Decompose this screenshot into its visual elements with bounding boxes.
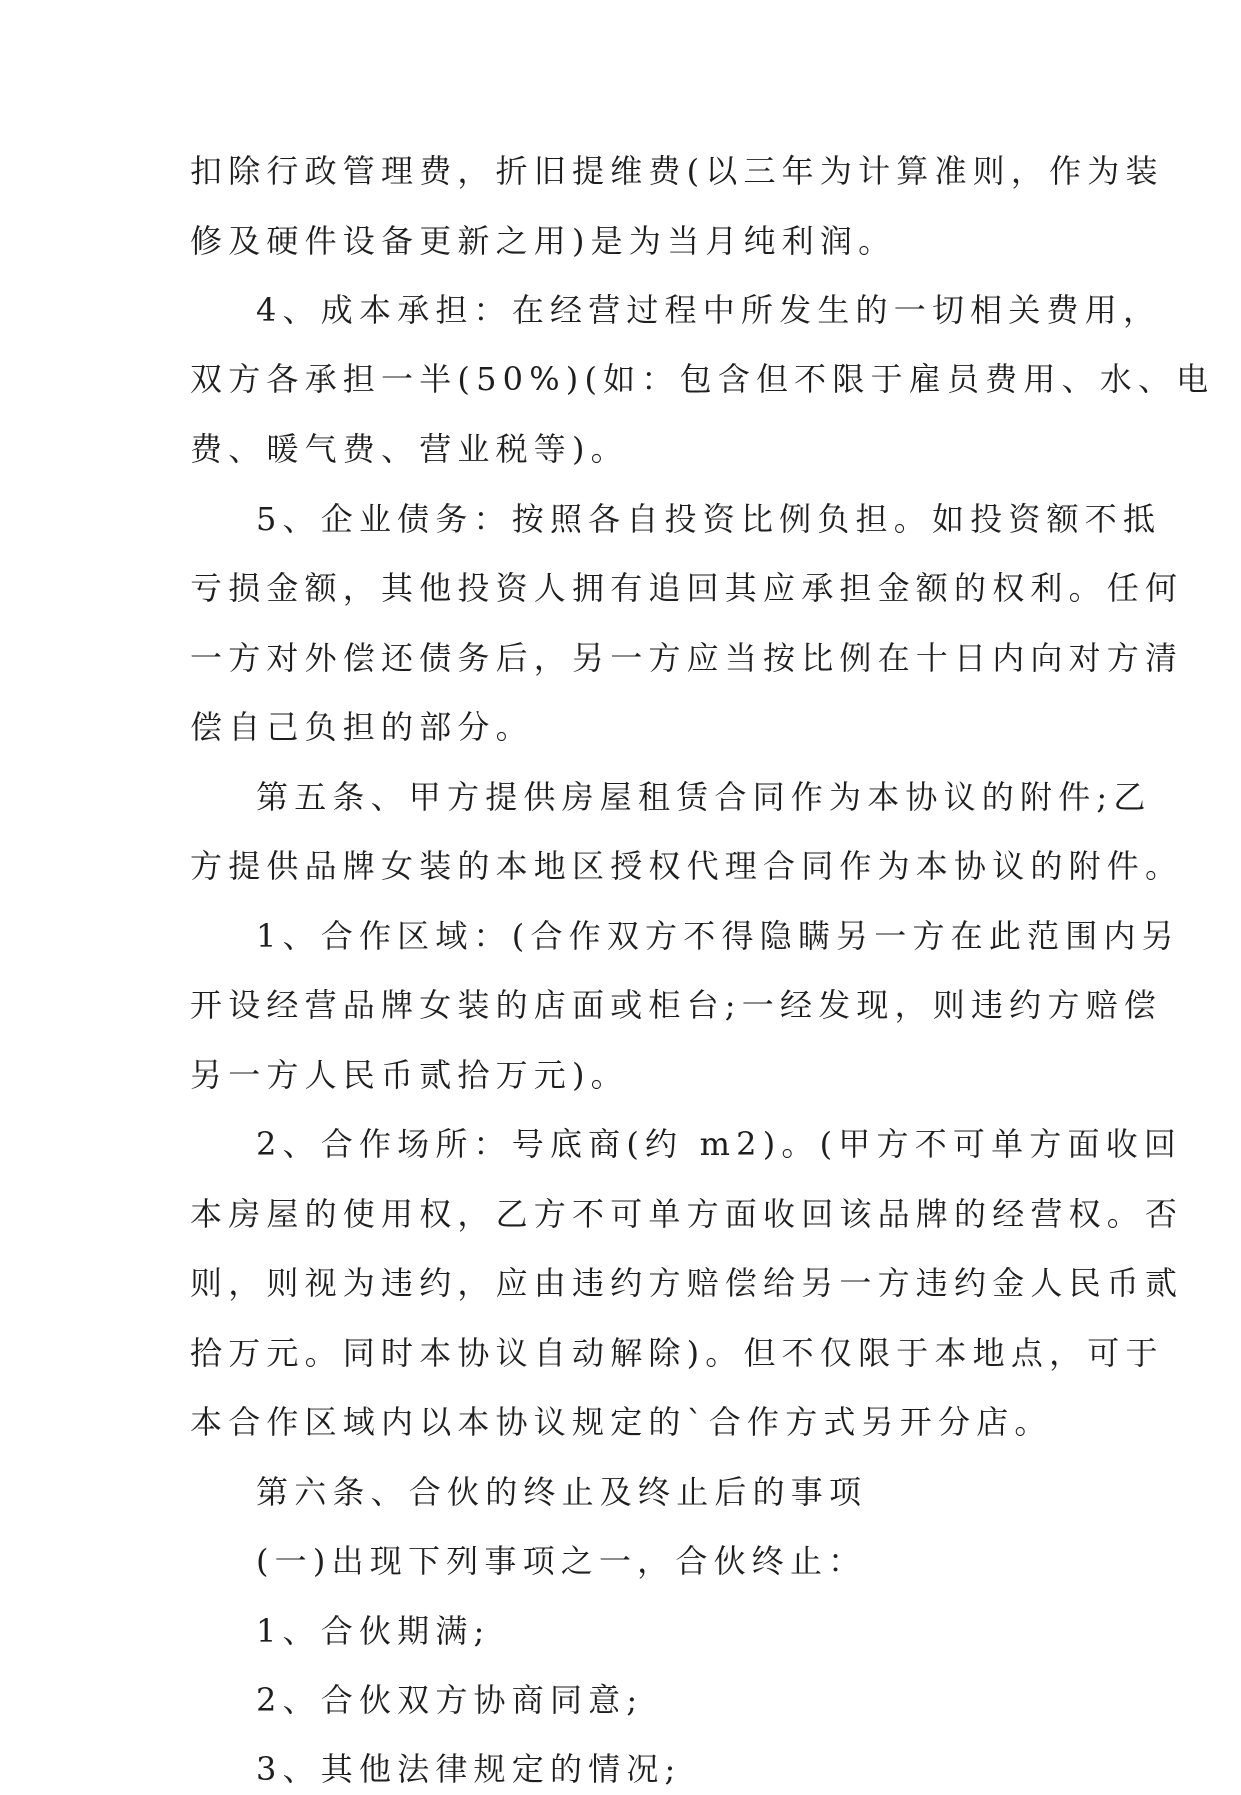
text-line: 开设经营品牌女装的店面或柜台;一经发现，则违约方赔偿 (190, 986, 1162, 1024)
text-line: 费、暖气费、营业税等)。 (190, 430, 629, 468)
text-line: 第六条、合伙的终止及终止后的事项 (256, 1473, 868, 1511)
text-line: 5、企业债务：按照各自投资比例负担。如投资额不抵 (256, 500, 1162, 538)
text-line: 2、合作场所：号底商(约 m2)。(甲方不可单方面收回 (256, 1125, 1183, 1163)
text-line: 扣除行政管理费，折旧提维费(以三年为计算准则，作为装 (190, 152, 1164, 190)
text-line: 方提供品牌女装的本地区授权代理合同作为本协议的附件。 (190, 847, 1184, 885)
text-line: 拾万元。同时本协议自动解除)。但不仅限于本地点，可于 (190, 1334, 1164, 1372)
text-line: 一方对外偿还债务后，另一方应当按比例在十日内向对方清 (190, 639, 1184, 677)
text-line: 3、其他法律规定的情况; (256, 1750, 682, 1788)
text-line: 则，则视为违约，应由违约方赔偿给另一方违约金人民币贰 (190, 1264, 1184, 1302)
text-line: 本房屋的使用权，乙方不可单方面收回该品牌的经营权。否 (190, 1195, 1184, 1233)
text-line: 1、合伙期满; (256, 1612, 491, 1650)
text-line: 本合作区域内以本协议规定的`合作方式另开分店。 (190, 1403, 1053, 1441)
text-line: 2、合伙双方协商同意; (256, 1681, 644, 1719)
text-line: 修及硬件设备更新之用)是为当月纯利润。 (190, 222, 897, 260)
text-line: (一)出现下列事项之一，合伙终止： (256, 1542, 867, 1580)
text-line: 另一方人民币贰拾万元)。 (190, 1056, 629, 1094)
text-line: 双方各承担一半(50%)(如：包含但不限于雇员费用、水、电 (190, 360, 1215, 398)
text-line: 偿自己负担的部分。 (190, 708, 534, 746)
text-line: 1、合作区域：(合作双方不得隐瞒另一方在此范围内另 (256, 917, 1180, 955)
text-line: 第五条、甲方提供房屋租赁合同作为本协议的附件;乙 (256, 778, 1152, 816)
text-line: 4、成本承担：在经营过程中所发生的一切相关费用， (256, 291, 1162, 329)
text-line: 亏损金额，其他投资人拥有追回其应承担金额的权利。任何 (190, 569, 1184, 607)
